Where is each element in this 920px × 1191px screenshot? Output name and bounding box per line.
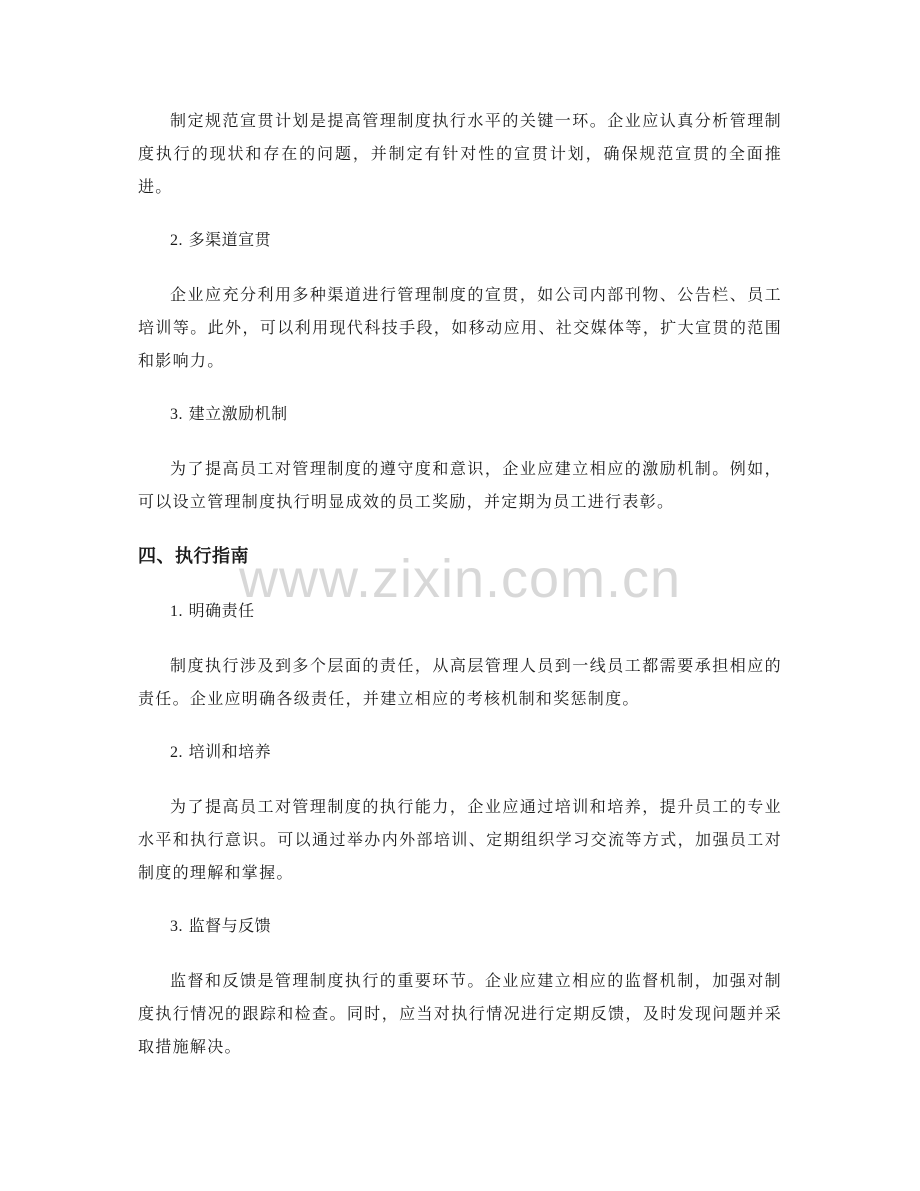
list-item-multichannel (138, 223, 782, 257)
list-item-supervision (138, 909, 782, 943)
paragraph-supervision: 监督和反馈是管理制度执行的重要环节。企业应建立相应的监督机制，加强对制度执行情况的跟踪和检查。同时，应当对执行情况进行定期反馈，及时发现问题并采取措施解决。 (138, 971, 782, 1056)
list-item-training (138, 735, 782, 769)
list-item-label: 建立激励机制 (188, 404, 288, 423)
paragraph-incentive: 为了提高员工对管理制度的遵守度和意识，企业应建立相应的激励机制。例如，可以设立管理制度执行明显成效的员工奖励，并定期为员工进行表彰。 (138, 459, 782, 511)
list-number: 3. (170, 406, 183, 423)
list-item-label: 监督与反馈 (188, 916, 272, 935)
list-item-incentive (138, 397, 782, 431)
list-number: 2. (170, 232, 183, 249)
paragraph-responsibility: 制度执行涉及到多个层面的责任，从高层管理人员到一线员工都需要承担相应的责任。企业应明确各级责任，并建立相应的考核机制和奖惩制度。 (138, 656, 782, 708)
section-heading-execution-guide: 四、执行指南 (138, 546, 249, 567)
list-number: 1. (170, 603, 183, 620)
watermark: www.zixin.com.cn (238, 549, 682, 609)
list-number: 2. (170, 744, 183, 761)
paragraph-multichannel: 企业应充分利用多种渠道进行管理制度的宣贯，如公司内部刊物、公告栏、员工培训等。此外，可以利用现代科技手段，如移动应用、社交媒体等，扩大宣贯的范围和影响力。 (138, 285, 782, 370)
list-item-label: 明确责任 (188, 601, 255, 620)
paragraph-plan: 制定规范宣贯计划是提高管理制度执行水平的关键一环。企业应认真分析管理制度执行的现状和存在的问题，并制定有针对性的宣贯计划，确保规范宣贯的全面推进。 (138, 111, 782, 196)
list-number: 3. (170, 918, 183, 935)
list-item-label: 培训和培养 (188, 742, 272, 761)
list-item-label: 多渠道宣贯 (188, 230, 272, 249)
document-body (138, 104, 782, 1063)
paragraph-training: 为了提高员工对管理制度的执行能力，企业应通过培训和培养，提升员工的专业水平和执行意识。可以通过举办内外部培训、定期组织学习交流等方式，加强员工对制度的理解和掌握。 (138, 797, 782, 882)
list-item-responsibility (138, 594, 782, 628)
